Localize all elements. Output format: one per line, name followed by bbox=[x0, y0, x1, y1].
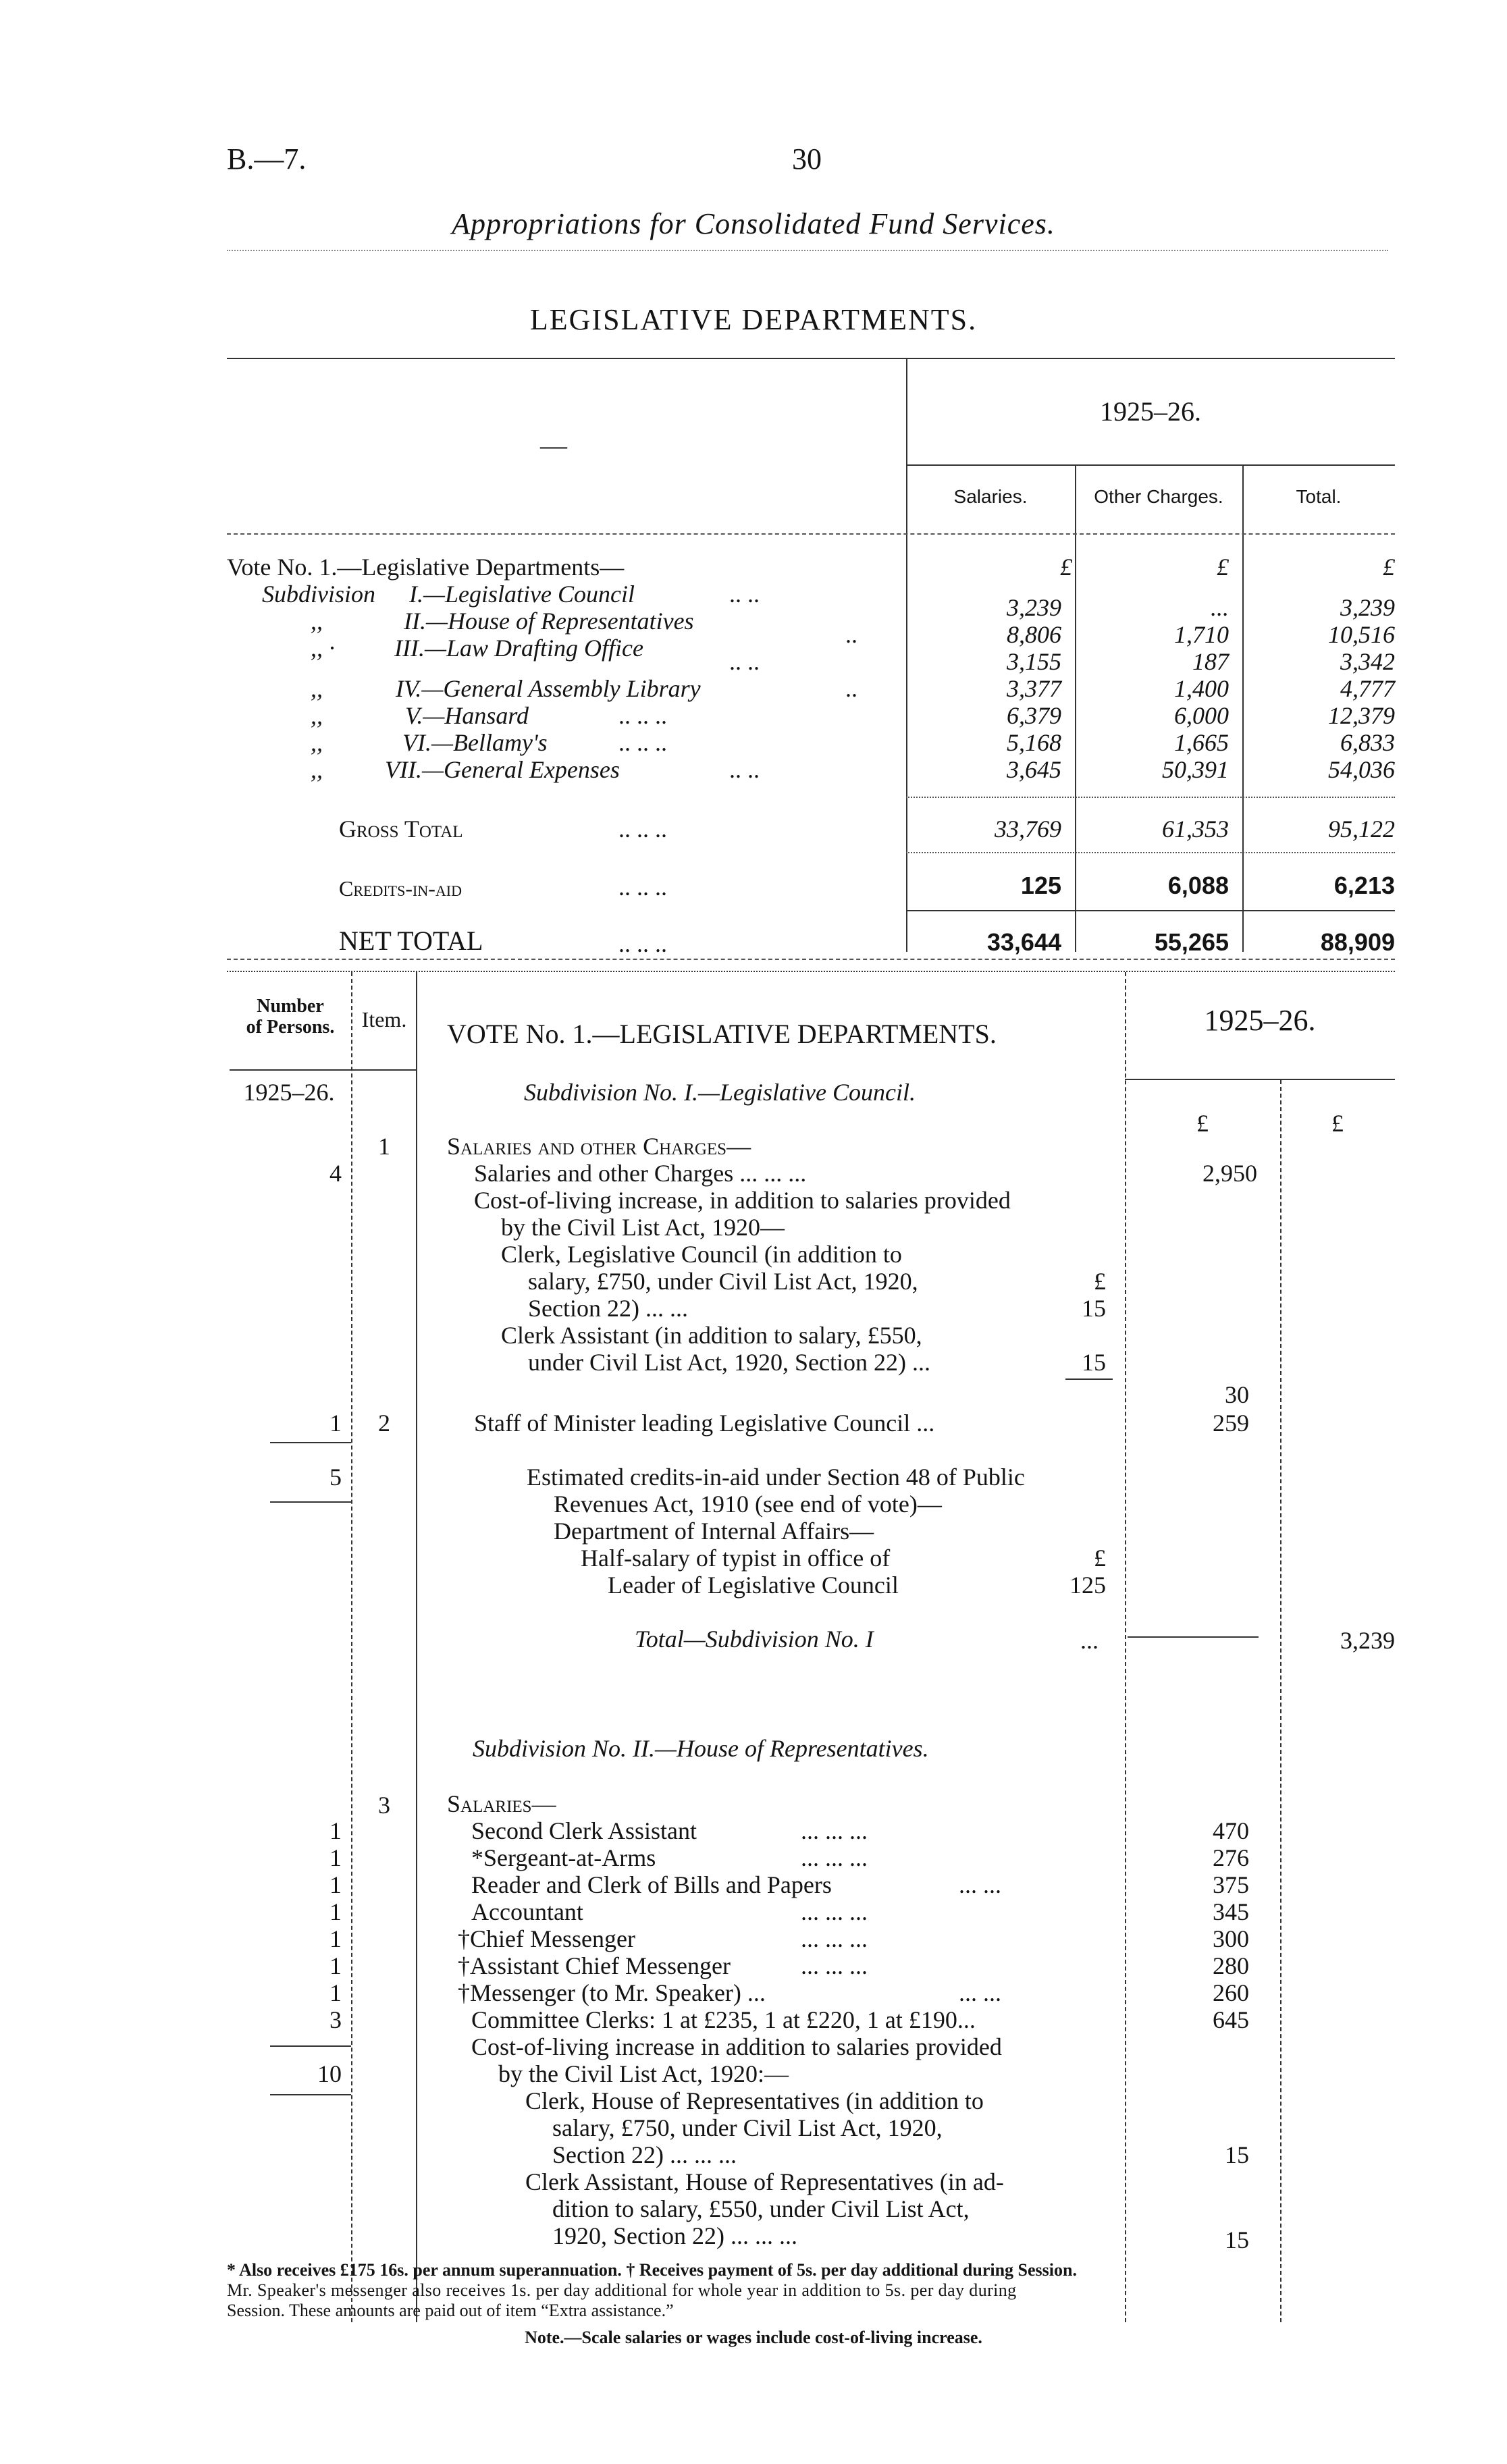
line-text: Clerk Assistant, House of Representatives (in ad- bbox=[525, 2168, 1004, 2195]
row-leader: .. bbox=[845, 675, 857, 702]
row-prefix: ,, · bbox=[311, 635, 335, 662]
gross-salaries: 33,769 bbox=[995, 815, 1061, 842]
position-label: Accountant bbox=[471, 1898, 583, 1925]
row-label: V.—Hansard bbox=[405, 702, 529, 729]
line-text: dition to salary, £550, under Civil List Act, bbox=[552, 2195, 970, 2222]
rule bbox=[270, 2045, 351, 2047]
line-text: Section 22) ... ... bbox=[528, 1295, 688, 1322]
subdivision-2-heading: Subdivision No. II.—House of Representatives. bbox=[473, 1735, 929, 1762]
net-other: 55,265 bbox=[1154, 928, 1229, 956]
rule bbox=[1280, 1080, 1281, 2322]
line-amount: 15 bbox=[1225, 2226, 1249, 2253]
line-text: under Civil List Act, 1920, Section 22) ... bbox=[528, 1349, 930, 1376]
row-leader: .. .. .. bbox=[618, 702, 667, 729]
rule bbox=[416, 972, 417, 2322]
row-leader: .. .. .. bbox=[618, 874, 667, 901]
credits-total: 6,213 bbox=[1333, 872, 1395, 899]
row-other: ... bbox=[1211, 594, 1229, 621]
credit-text: Department of Internal Affairs— bbox=[554, 1518, 874, 1545]
line-amount: 15 bbox=[1082, 1295, 1106, 1322]
line-text: salary, £750, under Civil List Act, 1920, bbox=[528, 1268, 918, 1295]
detail-vote-title: VOTE No. 1.—LEGISLATIVE DEPARTMENTS. bbox=[447, 1019, 997, 1049]
summary-vote-title: Vote No. 1.—Legislative Departments— bbox=[227, 554, 625, 581]
row-leader: .. .. bbox=[729, 648, 760, 675]
subdivision-1-heading: Subdivision No. I.—Legislative Council. bbox=[524, 1079, 916, 1106]
subdivision-1-total: 3,239 bbox=[1340, 1627, 1395, 1654]
currency-salaries: £ bbox=[1060, 554, 1072, 581]
line-text: Cost-of-living increase, in addition to salaries provided bbox=[474, 1187, 1011, 1214]
row-other: 187 bbox=[1192, 648, 1229, 675]
persons-count: 1 bbox=[329, 1871, 342, 1898]
row-total: 10,516 bbox=[1328, 621, 1395, 648]
salary-amount: 645 bbox=[1213, 2006, 1249, 2033]
line-text: Clerk, Legislative Council (in addition to bbox=[501, 1241, 902, 1268]
rule bbox=[906, 464, 1395, 466]
rule bbox=[227, 971, 1395, 972]
row-salaries: 3,645 bbox=[1007, 756, 1061, 783]
credits-salaries: 125 bbox=[1020, 872, 1061, 899]
position-label: Committee Clerks: 1 at £235, 1 at £220, 1 at £190... bbox=[471, 2006, 976, 2033]
col-item-header: Item. bbox=[361, 1007, 407, 1032]
note: Note.—Scale salaries or wages include cost-of-living increase. bbox=[525, 2328, 982, 2347]
row-salaries: 8,806 bbox=[1007, 621, 1061, 648]
persons-total: 10 bbox=[317, 2060, 342, 2087]
net-total: 88,909 bbox=[1320, 928, 1395, 956]
rule bbox=[227, 533, 1395, 535]
currency-col1: £ bbox=[1196, 1110, 1209, 1137]
line-amount: 15 bbox=[1082, 1349, 1106, 1376]
row-total: 54,036 bbox=[1328, 756, 1395, 783]
item-number: 1 bbox=[378, 1133, 390, 1160]
rule bbox=[227, 959, 1395, 960]
col-total: Total. bbox=[1296, 486, 1342, 507]
line-text: by the Civil List Act, 1920:— bbox=[498, 2060, 789, 2087]
col-salaries: Salaries. bbox=[953, 486, 1028, 507]
row-prefix: ,, bbox=[311, 702, 323, 729]
line-text: salary, £750, under Civil List Act, 1920, bbox=[552, 2114, 943, 2141]
line-amount: 2,950 bbox=[1202, 1160, 1257, 1187]
line-amount: 15 bbox=[1225, 2141, 1249, 2168]
row-label: VII.—General Expenses bbox=[385, 756, 620, 783]
rule bbox=[270, 1442, 351, 1443]
row-salaries: 3,239 bbox=[1007, 594, 1061, 621]
persons-count: 1 bbox=[329, 1925, 342, 1952]
rule bbox=[230, 1069, 351, 1071]
row-label: III.—Law Drafting Office bbox=[394, 635, 643, 662]
credit-text: Leader of Legislative Council bbox=[608, 1572, 899, 1599]
line-amount: 30 bbox=[1225, 1381, 1249, 1408]
row-leader: .. .. bbox=[729, 756, 760, 783]
row-total: 12,379 bbox=[1328, 702, 1395, 729]
page-number: 30 bbox=[792, 142, 822, 176]
row-leader: ... ... ... bbox=[801, 1844, 868, 1871]
pound-sign: £ bbox=[1094, 1545, 1106, 1572]
page-heading: Appropriations for Consolidated Fund Services. bbox=[452, 207, 1055, 240]
net-total-label: NET TOTAL bbox=[339, 926, 483, 956]
row-salaries: 3,377 bbox=[1007, 675, 1061, 702]
credit-text: Estimated credits-in-aid under Section 48 of Public bbox=[527, 1464, 1025, 1491]
credit-amount: 125 bbox=[1069, 1572, 1106, 1599]
col-other-charges: Other Charges. bbox=[1094, 486, 1223, 507]
row-other: 1,665 bbox=[1174, 729, 1229, 756]
position-label: *Sergeant-at-Arms bbox=[471, 1844, 656, 1871]
persons-count: 1 bbox=[329, 1952, 342, 1979]
row-leader: ... ... ... bbox=[801, 1898, 868, 1925]
persons-count: 1 bbox=[329, 1979, 342, 2006]
rule bbox=[1065, 1378, 1113, 1380]
stub-dash: — bbox=[540, 430, 567, 460]
row-other: 1,400 bbox=[1174, 675, 1229, 702]
footnote-3: Session. These amounts are paid out of item “Extra assistance.” bbox=[227, 2301, 674, 2320]
gross-other: 61,353 bbox=[1162, 815, 1229, 842]
row-label: II.—House of Representatives bbox=[404, 608, 694, 635]
row-prefix: ,, bbox=[311, 675, 323, 702]
row-salaries: 5,168 bbox=[1007, 729, 1061, 756]
row-salaries: 3,155 bbox=[1007, 648, 1061, 675]
rule bbox=[351, 972, 352, 2322]
line-text: Staff of Minister leading Legislative Council ... bbox=[474, 1410, 935, 1437]
gross-total-label: Gross Total bbox=[339, 815, 463, 842]
rule bbox=[352, 1069, 416, 1071]
row-label: VI.—Bellamy's bbox=[402, 729, 548, 756]
row-leader: .. .. bbox=[729, 581, 760, 608]
row-leader: ... ... ... bbox=[801, 1817, 868, 1844]
row-leader: ... bbox=[1080, 1627, 1099, 1654]
position-label: †Chief Messenger bbox=[458, 1925, 635, 1952]
line-text: 1920, Section 22) ... ... ... bbox=[552, 2222, 797, 2249]
row-leader: ... ... bbox=[959, 1871, 1001, 1898]
row-leader: .. .. .. bbox=[618, 729, 667, 756]
credits-label: Credits-in-aid bbox=[339, 876, 462, 901]
row-other: 1,710 bbox=[1174, 621, 1229, 648]
line-text: Section 22) ... ... ... bbox=[552, 2141, 737, 2168]
footnote-2: Mr. Speaker's messenger also receives 1s. per day additional for whole year in addition to 5s. per day during bbox=[227, 2280, 1017, 2300]
currency-total: £ bbox=[1383, 554, 1395, 581]
line-text: by the Civil List Act, 1920— bbox=[501, 1214, 785, 1241]
subdivision-1-total-label: Total—Subdivision No. I bbox=[635, 1626, 874, 1653]
row-prefix: ,, bbox=[311, 756, 323, 783]
salary-amount: 470 bbox=[1213, 1817, 1249, 1844]
line-text: Clerk, House of Representatives (in addition to bbox=[525, 2087, 984, 2114]
page-reference: B.—7. bbox=[227, 142, 307, 176]
row-other: 6,000 bbox=[1174, 702, 1229, 729]
footnote-1: * Also receives £175 16s. per annum superannuation. † Receives payment of 5s. per day additional during Session. bbox=[227, 2260, 1077, 2280]
salary-amount: 300 bbox=[1213, 1925, 1249, 1952]
salary-amount: 260 bbox=[1213, 1979, 1249, 2006]
col-persons-line1: Number bbox=[257, 996, 324, 1017]
persons-total: 5 bbox=[329, 1464, 342, 1491]
item-number: 3 bbox=[378, 1792, 390, 1819]
net-salaries: 33,644 bbox=[986, 928, 1061, 956]
line-text: Clerk Assistant (in addition to salary, £550, bbox=[501, 1322, 922, 1349]
row-other: 50,391 bbox=[1162, 756, 1229, 783]
col-persons-line2: of Persons. bbox=[246, 1016, 335, 1038]
rule bbox=[906, 852, 1395, 853]
position-label: Second Clerk Assistant bbox=[471, 1817, 697, 1844]
rule bbox=[227, 250, 1388, 251]
row-leader: ... ... ... bbox=[801, 1925, 868, 1952]
row-leader: .. bbox=[845, 621, 857, 648]
row-total: 3,239 bbox=[1340, 594, 1395, 621]
salary-amount: 280 bbox=[1213, 1952, 1249, 1979]
rule bbox=[906, 910, 1395, 911]
row-prefix: Subdivision bbox=[262, 581, 375, 608]
detail-year: 1925–26. bbox=[1204, 1004, 1316, 1037]
row-label: I.—Legislative Council bbox=[409, 581, 635, 608]
gross-total: 95,122 bbox=[1328, 815, 1395, 842]
credits-other: 6,088 bbox=[1167, 872, 1229, 899]
salaries-head: Salaries— bbox=[447, 1790, 556, 1817]
section-title: LEGISLATIVE DEPARTMENTS. bbox=[529, 303, 978, 336]
item-number: 2 bbox=[378, 1410, 390, 1437]
row-salaries: 6,379 bbox=[1007, 702, 1061, 729]
rule bbox=[1125, 1079, 1395, 1080]
line-text: Cost-of-living increase in addition to salaries provided bbox=[471, 2033, 1002, 2060]
rule bbox=[1128, 1636, 1259, 1638]
row-total: 6,833 bbox=[1340, 729, 1395, 756]
row-prefix: ,, bbox=[311, 729, 323, 756]
rule bbox=[227, 358, 1395, 359]
rule bbox=[270, 2094, 351, 2095]
position-label: Reader and Clerk of Bills and Papers bbox=[471, 1871, 832, 1898]
currency-other: £ bbox=[1217, 554, 1229, 581]
row-total: 4,777 bbox=[1340, 675, 1395, 702]
position-label: †Assistant Chief Messenger bbox=[458, 1952, 731, 1979]
currency-col2: £ bbox=[1331, 1110, 1344, 1137]
persons-year: 1925–26. bbox=[243, 1079, 335, 1106]
salaries-other-charges-head: Salaries and other Charges— bbox=[447, 1133, 751, 1160]
persons-count: 1 bbox=[329, 1817, 342, 1844]
row-label: IV.—General Assembly Library bbox=[396, 675, 701, 702]
line-text: Salaries and other Charges ... ... ... bbox=[474, 1160, 807, 1187]
persons-count: 4 bbox=[329, 1160, 342, 1187]
salary-amount: 375 bbox=[1213, 1871, 1249, 1898]
credit-text: Half-salary of typist in office of bbox=[581, 1545, 891, 1572]
salary-amount: 345 bbox=[1213, 1898, 1249, 1925]
position-label: †Messenger (to Mr. Speaker) ... bbox=[458, 1979, 766, 2006]
col-persons-header bbox=[230, 996, 351, 1038]
pound-sign: £ bbox=[1094, 1268, 1106, 1295]
credit-text: Revenues Act, 1910 (see end of vote)— bbox=[554, 1491, 942, 1518]
row-prefix: ,, bbox=[311, 608, 323, 635]
row-total: 3,342 bbox=[1340, 648, 1395, 675]
salary-amount: 276 bbox=[1213, 1844, 1249, 1871]
row-leader: .. .. .. bbox=[618, 815, 667, 842]
row-leader: .. .. .. bbox=[618, 930, 667, 957]
summary-year: 1925–26. bbox=[1100, 396, 1201, 427]
rule bbox=[906, 797, 1395, 798]
row-leader: ... ... ... bbox=[801, 1952, 868, 1979]
rule bbox=[270, 1501, 351, 1503]
persons-count: 1 bbox=[329, 1410, 342, 1437]
persons-count: 3 bbox=[329, 2006, 342, 2033]
line-amount: 259 bbox=[1213, 1410, 1249, 1437]
row-leader: ... ... bbox=[959, 1979, 1001, 2006]
persons-count: 1 bbox=[329, 1898, 342, 1925]
persons-count: 1 bbox=[329, 1844, 342, 1871]
